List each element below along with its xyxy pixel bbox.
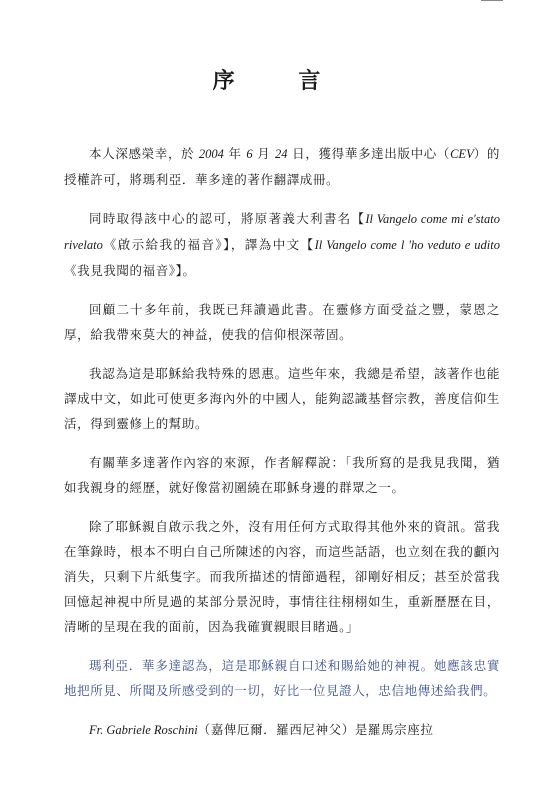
text-span: 除了耶穌親自啟示我之外，沒有用任何方式取得其他外來的資訊。當我在筆錄時，根本不明白自己所陳述的內容，而這些話語，也立刻在我的顱內消失，只剩下片紙隻字。而我所描述的情節過程，卻剛好相反；甚至於當我回憶起神視中所見過的某部分景況時，事情往往栩栩如生，重新歷歷在目，清晰的呈現在我的面前，因為我確實親眼目睹過。」 [64, 519, 500, 634]
paragraph [64, 361, 500, 436]
paragraph [64, 450, 500, 500]
text-span: 年 [223, 146, 247, 161]
text-span: 《我見我聞的福音》】。 [64, 263, 196, 278]
text-span: 瑪利亞．華多達認為，這是耶穌親自口述和賜給她的神視。她應該忠實地把所見、所聞及所感受到的一切，好比一位見證人，忠信地傳述給我們。 [64, 658, 500, 698]
text-span: 有關華多達著作內容的來源，作者解釋說：「我所寫的是我見我聞，猶如我親身的經歷，就好像當初圍繞在耶穌身邊的群眾之一。 [64, 455, 500, 495]
text-span: 同時取得該中心的認可，將原著義大利書名【 [89, 211, 366, 226]
italic-text: Fr. Gabriele Roschini [89, 723, 198, 737]
italic-text: 2004 [198, 147, 224, 161]
text-span: （嘉俾厄爾．羅西尼神父）是羅馬宗座拉 [197, 722, 434, 737]
paragraph [64, 717, 500, 743]
paragraph [64, 653, 500, 703]
text-span: 《啟示給我的福音》】，譯為中文【 [102, 237, 315, 252]
text-span: 日，獲得華多達出版中心（ [287, 146, 451, 161]
body-text [64, 141, 500, 757]
italic-text: 6 [246, 147, 253, 161]
page-corner-mark [481, 0, 503, 4]
text-span: 回顧二十多年前，我既已拜讀過此書。在靈修方面受益之豐，蒙恩之厚，給我帶來莫大的神益，使我的信仰根深蒂固。 [64, 302, 500, 342]
text-span: 我認為這是耶穌給我特殊的恩惠。這些年來，我總是希望，該著作也能譯成中文，如此可使更多海內外的中國人，能夠認識基督宗教，善度信仰生活，得到靈修上的幫助。 [64, 366, 500, 431]
italic-text: 24 [275, 147, 288, 161]
italic-text: CEV [450, 147, 474, 161]
text-span: 月 [252, 146, 276, 161]
paragraph [64, 297, 500, 347]
paragraph [64, 206, 500, 283]
page-title: 序 言 [212, 69, 349, 94]
italic-text: Il Vangelo come l 'ho veduto e udito [314, 238, 500, 252]
paragraph [64, 514, 500, 639]
italic-text: Il Vangelo come mi e'stato rivelato [64, 212, 500, 252]
text-span: 本人深感榮幸，於 [89, 146, 199, 161]
paragraph [64, 141, 500, 192]
text-span: ）的授權許可，將瑪利亞．華多達的著作翻譯成冊。 [64, 146, 501, 187]
